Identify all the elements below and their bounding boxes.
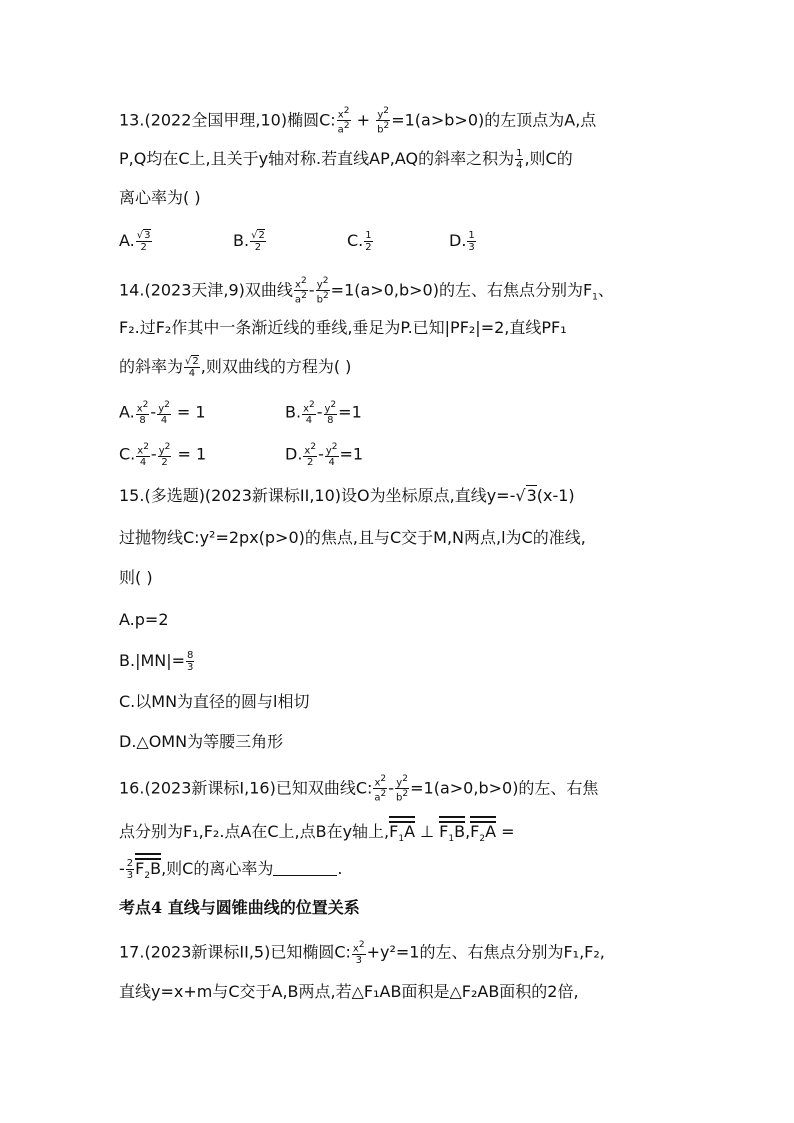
answer-blank[interactable]: [273, 861, 337, 876]
q14-options-ab: [119, 400, 362, 426]
q15-option-d: D.△OMN为等腰三角形: [119, 732, 284, 751]
fraction: $\frac{1}{4}$: [516, 148, 523, 171]
q13-options: [119, 230, 477, 253]
q13-option-b: B. $\frac{√2}{2}$: [233, 230, 265, 253]
q14-line3: 的斜率为 $\frac{√2}{4}$ ,则双曲线的方程为( ): [119, 356, 352, 379]
q14-line2: F₂.过F₂作其中一条渐近线的垂线,垂足为P.已知|PF₂|=2,直线PF₁: [119, 318, 567, 337]
q13-line2: P,Q均在C上,且关于y轴对称.若直线AP,AQ的斜率之积为 $\frac{1}{4}$ ,则C的: [119, 148, 573, 171]
section-heading: 考点4 直线与圆锥曲线的位置关系: [119, 898, 360, 917]
q14-options-cd: [119, 442, 363, 468]
q13-line1: 13.(2022全国甲理,10)椭圆C: $\frac{x^2}{a^2}$ + $\frac{y^2}{b^2}$ =1(a>b>0)的左顶点为A,点: [119, 106, 597, 136]
q13-option-d: D. $\frac{1}{3}$: [449, 230, 475, 253]
q16-line1: 16.(2023新课标Ⅰ,16)已知双曲线C: $\frac{x^2}{a^2}$ - $\frac{y^2}{b^2}$ =1(a>0,b>0)的左、右焦: [119, 774, 599, 804]
q14-option-b: B. $\frac{x^2}{4}$ - $\frac{y^2}{8}$ =1: [285, 400, 362, 427]
q14-line1: 14.(2023天津,9)双曲线 $\frac{x^2}{a^2}$ - $\frac{y^2}{b^2}$ =1(a>0,b>0)的左、右焦点分别为$F_1$、: [119, 276, 614, 306]
fraction: $\frac{y^2}{b^2}$: [377, 106, 390, 136]
q15-option-c: C.以MN为直径的圆与l相切: [119, 692, 310, 711]
q13-line3: 离心率为( ): [119, 188, 201, 207]
q15-option-a: A.p=2: [119, 610, 169, 629]
q13-option-c: C. $\frac{1}{2}$: [347, 230, 372, 253]
q17-line2: 直线y=x+m与C交于A,B两点,若△F₁AB面积是△F₂AB面积的2倍,: [119, 982, 579, 1001]
q14-option-a: A. $\frac{x^2}{8}$ - $\frac{y^2}{4}$ = 1: [119, 400, 206, 427]
q13-option-a: A. $\frac{√3}{2}$: [119, 230, 151, 253]
q16-line3: - $\frac{2}{3}$ $F_2B$,则C的离心率为 .: [119, 858, 342, 886]
q17-line1: 17.(2023新课标II,5)已知椭圆C: $\frac{x^2}{3}$ +y²=1的左、右焦点分别为F₁,F₂,: [119, 940, 605, 967]
fraction: $\frac{x^2}{a^2}$: [337, 106, 350, 136]
q15-line3: 则( ): [119, 568, 153, 587]
q15-line2: 过抛物线C:y²=2px(p>0)的焦点,且与C交于M,N两点,l为C的准线,: [119, 528, 586, 547]
q15-option-b: B.|MN|= $\frac{8}{3}$: [119, 650, 194, 673]
q14-option-c: C. $\frac{x^2}{4}$ - $\frac{y^2}{2}$ = 1: [119, 442, 207, 469]
q15-line1: 15.(多选题)(2023新课标II,10)设O为坐标原点,直线y=-√3(x-1): [119, 486, 575, 505]
q14-option-d: D. $\frac{x^2}{2}$ - $\frac{y^2}{4}$ =1: [285, 442, 364, 469]
q16-line2: 点分别为F₁,F₂.点A在C上,点B在y轴上$,F_1A$ ⊥ $F_1B,F_2A$ =: [119, 822, 515, 849]
